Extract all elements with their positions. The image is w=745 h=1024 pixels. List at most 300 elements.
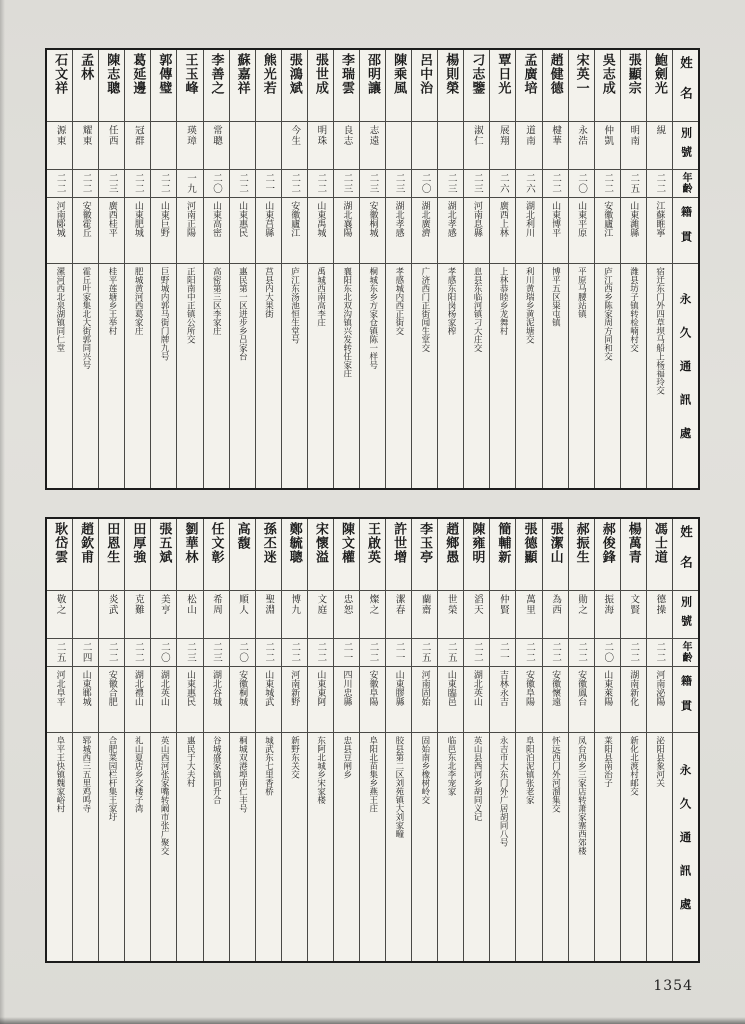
entry-name: 李玉亭	[417, 522, 433, 564]
entry-age-cell	[73, 170, 98, 198]
entry-name: 馮士道	[651, 522, 667, 564]
entry-age: 二〇	[237, 641, 249, 663]
entry-native-place: 安徽霍丘	[80, 201, 91, 237]
entry-name-cell	[490, 50, 515, 122]
entry-address: 巨野城内郭马街门牌九号	[159, 267, 170, 361]
header-address-cell	[673, 733, 698, 961]
entry-native-place: 山東禹城	[315, 201, 326, 237]
entry-address: 孝感城内西正街交	[393, 267, 404, 335]
entry-native-place: 山東莒縣	[263, 201, 274, 237]
entry-courtesy-name-cell	[230, 591, 255, 639]
header-age-label: 年齡	[679, 172, 691, 194]
entry-courtesy-name: 萬里	[523, 594, 535, 615]
entry-courtesy-name: 明珠	[315, 125, 327, 146]
header-column	[672, 519, 698, 961]
entry-courtesy-name-cell	[386, 122, 411, 170]
entry-age: 二二	[523, 641, 535, 663]
entry-address-cell	[647, 733, 672, 961]
header-age-cell	[673, 639, 698, 667]
entry-name: 邵明讓	[365, 53, 381, 95]
entry-courtesy-name-cell	[543, 122, 568, 170]
entry-age-cell	[151, 170, 176, 198]
entry-native-place: 河北阜平	[54, 670, 65, 706]
entry-native-place-cell	[386, 198, 411, 264]
entry-address-cell	[412, 733, 437, 961]
entry-native-place: 河南固始	[419, 670, 430, 706]
entry-address-cell	[73, 733, 98, 961]
entry-courtesy-name: 文庭	[315, 594, 327, 615]
entry-address: 息县东临河镇刁大庄交	[472, 267, 483, 352]
header-name-cell	[673, 519, 698, 591]
entry-age: 二二	[576, 641, 588, 663]
entry-address: 忠县豆闸乡	[341, 736, 352, 779]
entry-address: 谷城盛家镇同升合	[211, 736, 222, 804]
entry-name: 張顯宗	[625, 53, 641, 95]
entry-native-place: 山東城武	[263, 670, 274, 706]
entry-courtesy-name-cell	[282, 122, 307, 170]
entry-address-cell	[543, 264, 568, 488]
entry-courtesy-name: 耀東	[80, 125, 92, 146]
entry-name: 張世成	[312, 53, 328, 95]
entry-name-cell	[386, 519, 411, 591]
entry-age-cell	[621, 639, 646, 667]
entry-age: 二二	[628, 641, 640, 663]
entry-courtesy-name-cell	[464, 591, 489, 639]
entry-native-place: 山東平原	[576, 201, 587, 237]
directory-entry-column	[437, 519, 463, 961]
entry-address-cell	[621, 733, 646, 961]
directory-entry-column	[594, 50, 620, 488]
header-courtesy-name-label: 別號	[679, 127, 693, 165]
entry-address-cell	[177, 733, 202, 961]
entry-address-cell	[464, 264, 489, 488]
entry-name-cell	[177, 50, 202, 122]
entry-name-cell	[47, 50, 72, 122]
entry-native-place-cell	[47, 198, 72, 264]
entry-address: 泌阳县象河关	[654, 736, 665, 787]
entry-name-cell	[151, 519, 176, 591]
entry-courtesy-name: 勛之	[576, 594, 588, 615]
entry-courtesy-name: 炎武	[106, 594, 118, 615]
directory-entry-column	[255, 519, 281, 961]
entry-name-cell	[543, 519, 568, 591]
header-native-place-label: 籍貫	[679, 675, 693, 725]
entry-name-cell	[516, 50, 541, 122]
entry-courtesy-name-cell	[360, 122, 385, 170]
entry-name: 田厚強	[130, 522, 146, 564]
entry-courtesy-name-cell	[386, 591, 411, 639]
entry-age-cell	[47, 639, 72, 667]
entry-age-cell	[647, 639, 672, 667]
entry-native-place: 湖北英山	[471, 670, 482, 706]
entry-name-cell	[73, 519, 98, 591]
entry-age-cell	[99, 170, 124, 198]
entry-courtesy-name-cell	[99, 122, 124, 170]
entry-courtesy-name-cell	[360, 591, 385, 639]
entry-courtesy-name: 世榮	[445, 594, 457, 615]
entry-address-cell	[125, 264, 150, 488]
entry-age-cell	[282, 639, 307, 667]
entry-address: 阜平王快镇魏家峪村	[54, 736, 65, 813]
directory-entry-column	[47, 519, 72, 961]
entry-age: 二一	[393, 641, 405, 663]
entry-age: 二二	[289, 641, 301, 663]
directory-entry-column	[150, 519, 176, 961]
directory-entry-column	[542, 519, 568, 961]
entry-age: 二五	[445, 641, 457, 663]
entry-age-cell	[230, 639, 255, 667]
entry-courtesy-name-cell	[256, 122, 281, 170]
entry-native-place: 河南正陽	[184, 201, 195, 237]
entry-native-place-cell	[282, 198, 307, 264]
entry-age: 二三	[367, 172, 379, 194]
entry-courtesy-name: 聖淵	[263, 594, 275, 615]
entry-native-place-cell	[204, 667, 229, 733]
entry-native-place: 山東惠民	[237, 201, 248, 237]
entry-courtesy-name: 順人	[237, 594, 249, 615]
entry-age: 二二	[132, 641, 144, 663]
entry-native-place: 湖北英山	[158, 670, 169, 706]
entry-age-cell	[516, 170, 541, 198]
entry-native-place-cell	[595, 667, 620, 733]
entry-address-cell	[334, 733, 359, 961]
entry-address: 襄阳东北双沟镇兴发转任家庄	[341, 267, 352, 378]
entry-native-place-cell	[256, 667, 281, 733]
entry-native-place-cell	[125, 667, 150, 733]
entry-courtesy-name-cell	[334, 122, 359, 170]
entry-name: 張鴻斌	[286, 53, 302, 95]
directory-table-top	[45, 48, 700, 490]
entry-name: 郝俊鋒	[599, 522, 615, 564]
entry-native-place-cell	[177, 198, 202, 264]
entry-name: 高馥	[234, 522, 250, 550]
directory-entry-column	[463, 50, 489, 488]
entry-courtesy-name-cell	[204, 591, 229, 639]
entry-age-cell	[543, 170, 568, 198]
entry-address: 庐江东汤池恒生堂号	[289, 267, 300, 344]
entry-address: 博平五区粜屯镇	[550, 267, 561, 327]
entry-name: 孟林	[78, 53, 94, 81]
entry-courtesy-name-cell	[308, 591, 333, 639]
entry-name: 許世增	[391, 522, 407, 564]
entry-age: 二二	[158, 172, 170, 194]
entry-age: 二二	[237, 172, 249, 194]
entry-native-place-cell	[99, 667, 124, 733]
entry-native-place-cell	[360, 198, 385, 264]
entry-native-place-cell	[516, 198, 541, 264]
entry-courtesy-name-cell	[334, 591, 359, 639]
entry-address-cell	[621, 264, 646, 488]
entry-age-cell	[282, 170, 307, 198]
entry-address: 桂平莲塘乡王举村	[106, 267, 117, 335]
entry-age: 二〇	[158, 641, 170, 663]
entry-name-cell	[360, 50, 385, 122]
entry-address: 平原马腰站镇	[576, 267, 587, 318]
directory-entry-column	[646, 50, 672, 488]
entry-name: 李瑞雲	[338, 53, 354, 95]
entry-courtesy-name: 松山	[184, 594, 196, 615]
entry-age-cell	[386, 170, 411, 198]
header-name-label: 姓名	[678, 55, 694, 117]
entry-age-cell	[177, 639, 202, 667]
header-native-place-label: 籍貫	[679, 206, 693, 256]
entry-age-cell	[438, 170, 463, 198]
entry-age-cell	[256, 170, 281, 198]
entry-courtesy-name: 道南	[523, 125, 535, 146]
entry-age: 一九	[184, 172, 196, 194]
entry-address: 霍丘叶家集北大街郭同兴号	[80, 267, 91, 369]
entry-address-cell	[151, 733, 176, 961]
entry-name-cell	[595, 519, 620, 591]
entry-address: 怀远西门外河溜集交	[550, 736, 561, 813]
entry-courtesy-name-cell	[308, 122, 333, 170]
entry-address: 莱阳县南治子	[602, 736, 613, 787]
entry-native-place: 廣西桂平	[106, 201, 117, 237]
entry-age: 二〇	[576, 172, 588, 194]
entry-age: 二五	[54, 641, 66, 663]
entry-age: 二六	[523, 172, 535, 194]
entry-courtesy-name: 振海	[602, 594, 614, 615]
entry-name: 陳乘風	[391, 53, 407, 95]
entry-native-place: 山東東阿	[315, 670, 326, 706]
entry-courtesy-name-cell	[256, 591, 281, 639]
entry-address-cell	[516, 733, 541, 961]
entry-native-place-cell	[151, 198, 176, 264]
entry-age: 二二	[471, 641, 483, 663]
entry-courtesy-name: 燦之	[367, 594, 379, 615]
entry-courtesy-name: 仲凱	[602, 125, 614, 146]
entry-courtesy-name: 展翔	[497, 125, 509, 146]
entry-address-cell	[230, 733, 255, 961]
header-name-label: 姓名	[678, 524, 694, 586]
entry-age: 二三	[471, 172, 483, 194]
directory-entry-column	[489, 50, 515, 488]
entry-name-cell	[99, 519, 124, 591]
entry-name: 郝振生	[573, 522, 589, 564]
entry-native-place: 安徽懷遠	[550, 670, 561, 706]
entry-native-place-cell	[647, 667, 672, 733]
entry-name: 田恩生	[104, 522, 120, 564]
entry-native-place: 河南郾城	[54, 201, 65, 237]
entry-address-cell	[282, 264, 307, 488]
directory-entry-column	[568, 50, 594, 488]
entry-native-place: 湖北禮山	[132, 670, 143, 706]
entry-name-cell	[516, 519, 541, 591]
entry-age-cell	[256, 639, 281, 667]
entry-name-cell	[621, 519, 646, 591]
entry-address-cell	[516, 264, 541, 488]
directory-entry-column	[98, 50, 124, 488]
entry-name-cell	[47, 519, 72, 591]
directory-entry-column	[72, 519, 98, 961]
entry-native-place-cell	[412, 198, 437, 264]
entry-courtesy-name: 志遠	[367, 125, 379, 146]
directory-entry-column	[255, 50, 281, 488]
directory-entry-column	[72, 50, 98, 488]
directory-entry-column	[411, 50, 437, 488]
entry-native-place-cell	[621, 667, 646, 733]
entry-name: 王玉峰	[182, 53, 198, 95]
entry-courtesy-name-cell	[47, 591, 72, 639]
entry-courtesy-name: 瑛璋	[184, 125, 196, 146]
entry-age: 二三	[106, 172, 118, 194]
entry-address-cell	[308, 733, 333, 961]
directory-entry-column	[620, 519, 646, 961]
entry-address-cell	[412, 264, 437, 488]
entry-address-cell	[99, 733, 124, 961]
entry-address: 桐城东乡方家仓镇陈一样号	[367, 267, 378, 369]
entry-age: 二二	[289, 172, 301, 194]
entry-age-cell	[308, 639, 333, 667]
entry-native-place: 安徽阜陽	[367, 670, 378, 706]
entry-courtesy-name-cell	[99, 591, 124, 639]
entry-courtesy-name-cell	[490, 591, 515, 639]
entry-address: 惠民于大夫村	[185, 736, 196, 787]
entry-name: 楊萬青	[625, 522, 641, 564]
entry-courtesy-name-cell	[647, 591, 672, 639]
entry-age: 二二	[80, 172, 92, 194]
entry-age: 二一	[497, 641, 509, 663]
entry-courtesy-name-cell	[177, 122, 202, 170]
entry-age: 二二	[315, 641, 327, 663]
entry-age: 二〇	[419, 172, 431, 194]
entry-address: 礼山夏店乡交楼子湾	[133, 736, 144, 813]
entry-name: 吳志成	[599, 53, 615, 95]
entry-courtesy-name-cell	[230, 122, 255, 170]
entry-address: 阜阳北苗集乡燕王庄	[367, 736, 378, 813]
entry-name: 宋英一	[573, 53, 589, 95]
entry-address: 固始南乡橡树岭交	[419, 736, 430, 804]
entry-native-place-cell	[308, 198, 333, 264]
entry-age: 二二	[550, 641, 562, 663]
directory-entry-column	[124, 519, 150, 961]
entry-age-cell	[204, 170, 229, 198]
entry-courtesy-name: 美亨	[158, 594, 170, 615]
entry-native-place-cell	[256, 198, 281, 264]
entry-native-place-cell	[230, 667, 255, 733]
entry-address-cell	[47, 264, 72, 488]
entry-name: 簡輔新	[495, 522, 511, 564]
entry-name-cell	[308, 50, 333, 122]
directory-entry-column	[47, 50, 72, 488]
entry-name: 孫丕迷	[260, 522, 276, 564]
entry-address: 禹城西南高李庄	[315, 267, 326, 327]
entry-courtesy-name: 絸	[654, 125, 666, 136]
entry-name-cell	[595, 50, 620, 122]
directory-entry-column	[229, 50, 255, 488]
entry-address: 临邑东北李宠家	[446, 736, 456, 796]
entry-address-cell	[204, 264, 229, 488]
entry-courtesy-name: 為西	[550, 594, 562, 615]
entry-courtesy-name-cell	[125, 122, 150, 170]
directory-entry-column	[385, 519, 411, 961]
entry-courtesy-name-cell	[543, 591, 568, 639]
entry-native-place: 山東高密	[211, 201, 222, 237]
entry-courtesy-name-cell	[412, 591, 437, 639]
entry-age: 二〇	[211, 172, 223, 194]
entry-native-place: 山東鄆城	[80, 670, 91, 706]
entry-address-cell	[125, 733, 150, 961]
entry-address: 凤台西乡三家店转萧家寨西郊楼	[576, 736, 587, 855]
directory-entry-column	[620, 50, 646, 488]
entry-age-cell	[151, 639, 176, 667]
entry-age: 二二	[602, 172, 614, 194]
entry-name-cell	[204, 519, 229, 591]
entry-native-place-cell	[334, 198, 359, 264]
entry-age-cell	[204, 639, 229, 667]
entry-name-cell	[73, 50, 98, 122]
entry-name-cell	[647, 50, 672, 122]
entry-address: 潍县坊子镇转检喃村交	[628, 267, 639, 352]
entry-native-place: 山東濰縣	[628, 201, 639, 237]
entry-native-place: 河南息縣	[471, 201, 482, 237]
directory-entry-column	[229, 519, 255, 961]
entry-native-place: 廣西上林	[497, 201, 508, 237]
entry-address: 上林恭睦乡龙舞村	[498, 267, 509, 335]
entry-age: 二二	[132, 172, 144, 194]
entry-courtesy-name: 良志	[341, 125, 353, 146]
entry-native-place-cell	[464, 667, 489, 733]
entry-courtesy-name: 希周	[211, 594, 223, 615]
entry-name: 李善之	[208, 53, 224, 95]
entry-address: 正阳南中正镇公所交	[185, 267, 196, 344]
entry-native-place-cell	[595, 198, 620, 264]
entry-age: 二五	[419, 641, 431, 663]
header-native-place-cell	[673, 667, 698, 733]
entry-name: 郭傳璧	[156, 53, 172, 95]
entry-native-place: 安徽合肥	[106, 670, 117, 706]
entry-native-place: 山東萊陽	[602, 670, 613, 706]
entry-address-cell	[204, 733, 229, 961]
entry-address-cell	[647, 264, 672, 488]
entry-name-cell	[230, 50, 255, 122]
entry-courtesy-name-cell	[438, 122, 463, 170]
entry-name: 張德顯	[521, 522, 537, 564]
entry-courtesy-name-cell	[595, 591, 620, 639]
entry-native-place-cell	[360, 667, 385, 733]
entry-name: 趙鄉愚	[443, 522, 459, 564]
directory-entry-column	[568, 519, 594, 961]
entry-address: 英山县西河乡胡同义记	[472, 736, 483, 821]
entry-age-cell	[334, 170, 359, 198]
entry-address: 永吉市大东门外广居胡同八号	[498, 736, 509, 847]
entry-address: 胶县第二区刘苑镇大刘家疃	[393, 736, 404, 838]
entry-courtesy-name-cell	[621, 122, 646, 170]
directory-entry-column	[150, 50, 176, 488]
directory-entry-column	[176, 50, 202, 488]
entry-address-cell	[386, 264, 411, 488]
entry-courtesy-name: 冠群	[132, 125, 144, 146]
header-column	[672, 50, 698, 488]
entry-courtesy-name-cell	[569, 122, 594, 170]
entry-native-place: 吉林永吉	[497, 670, 508, 706]
scan-edge-shadow-left	[0, 0, 5, 1024]
entry-age: 二三	[211, 641, 223, 663]
entry-courtesy-name: 任西	[106, 125, 118, 146]
entry-address-cell	[464, 733, 489, 961]
entry-name: 劉華林	[182, 522, 198, 564]
entry-name-cell	[412, 50, 437, 122]
directory-entry-column	[98, 519, 124, 961]
entry-native-place-cell	[438, 667, 463, 733]
entry-native-place: 安徽廬江	[602, 201, 613, 237]
entry-courtesy-name-cell	[516, 591, 541, 639]
entry-courtesy-name: 博九	[289, 594, 301, 615]
entry-name-cell	[464, 50, 489, 122]
entry-courtesy-name-cell	[204, 122, 229, 170]
entry-native-place: 江蘇睢寧	[654, 201, 665, 237]
entry-address-cell	[360, 733, 385, 961]
